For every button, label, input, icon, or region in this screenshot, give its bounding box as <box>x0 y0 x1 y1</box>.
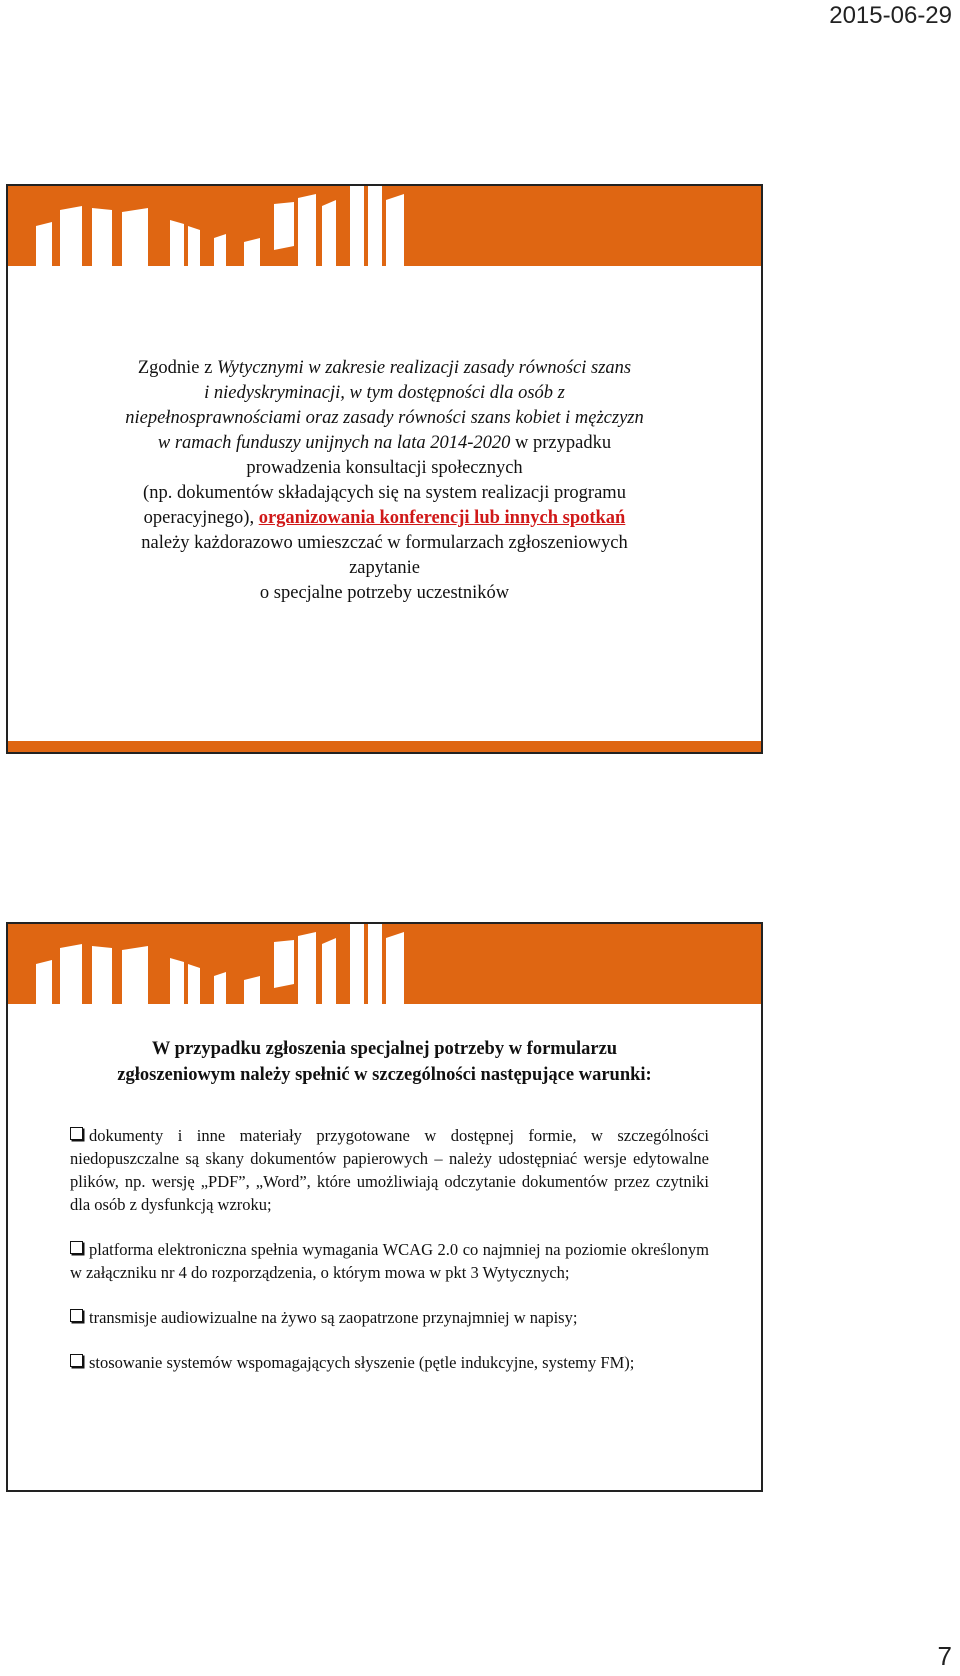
requirements-list <box>70 1124 709 1396</box>
text-line: (np. dokumentów składających się na system realizacji programu <box>143 483 626 503</box>
fe-logo-blocks-icon <box>8 924 761 1004</box>
slide-footer-bar <box>8 741 761 752</box>
heading-line: W przypadku zgłoszenia specjalnej potrzeby w formularzu <box>151 1039 618 1059</box>
text-line: w ramach funduszy unijnych na lata 2014-2020 w przypadku <box>157 433 612 453</box>
slide-2-heading <box>8 1036 761 1088</box>
checkbox-icon <box>70 1309 83 1322</box>
slide-2 <box>6 922 763 1492</box>
text-line: należy każdorazowo umieszczać w formularzach zgłoszeniowych <box>141 533 628 553</box>
list-item: stosowanie systemów wspomagających słyszenie (pętle indukcyjne, systemy FM); <box>70 1351 709 1374</box>
highlighted-phrase: organizowania konferencji lub innych spotkań <box>258 508 626 528</box>
list-item: dokumenty i inne materiały przygotowane w dostępnej formie, w szczególności niedopuszczalne są skany dokumentów papierowych – należy udostępniać wersje edytowalne plików, np. wersję „PDF”, „Word”, które umożliwiają odczytanie dokumentów przez czytniki dla osób z dysfunkcją wzroku; <box>70 1126 709 1214</box>
text-line: i niedyskryminacji, w tym dostępności dla osób z <box>204 383 565 403</box>
text-line: operacyjnego), organizowania konferencji lub innych spotkań <box>143 508 626 528</box>
heading-line: zgłoszeniowym należy spełnić w szczególności następujące warunki: <box>117 1065 652 1085</box>
text-line: niepełnosprawnościami oraz zasady równości szans kobiet i mężczyzn <box>125 408 644 428</box>
text-line: zapytanie <box>349 558 420 578</box>
slide-banner <box>8 924 761 1004</box>
slide-banner <box>8 186 761 266</box>
list-item: transmisje audiowizualne na żywo są zaopatrzone przynajmniej w napisy; <box>70 1306 709 1329</box>
checkbox-icon <box>70 1354 83 1367</box>
checkbox-icon <box>70 1241 83 1254</box>
slide-1 <box>6 184 763 754</box>
checkbox-icon <box>70 1127 83 1140</box>
slide-1-text <box>8 356 761 606</box>
print-date: 2015-06-29 <box>829 2 952 29</box>
list-item: platforma elektroniczna spełnia wymagania WCAG 2.0 co najmniej na poziomie określonym w załączniku nr 4 do rozporządzenia, o którym mowa w pkt 3 Wytycznych; <box>70 1240 709 1282</box>
text-line: Zgodnie z Wytycznymi w zakresie realizacji zasady równości szans <box>137 358 632 378</box>
fe-logo-blocks-icon <box>8 186 761 266</box>
text-line: prowadzenia konsultacji społecznych <box>246 458 523 478</box>
page-number: 7 <box>937 1641 952 1671</box>
text-line: o specjalne potrzeby uczestników <box>259 583 510 603</box>
